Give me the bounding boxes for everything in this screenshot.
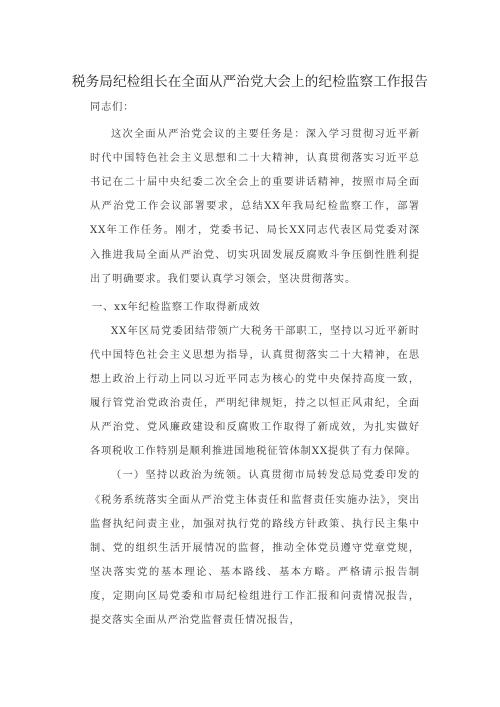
section-heading: 一、xx年纪检监察工作取得新成效 xyxy=(92,301,261,313)
intro-paragraph: 这次全面从严治党会议的主要任务是：深入学习贯彻习近平新时代中国特色社会主义思想和二十大精神，认真贯彻落实习近平总书记在二十届中央纪委二次全会上的重要讲话精神，按照市局全面从严治党工作会议部署要求，总结XX年我局纪检监察工作，部署XX年工作任务。刚才，党委书记、局长XX同志代表区局党委对深入推进我局全面从严治党、切实巩固发展反腐败斗争压倒性胜利提出了明确要求。我们要认真学习领会，坚决贯彻落实。 xyxy=(90,129,420,285)
document-title: 税务局纪检组长在全面从严治党大会上的纪检监察工作报告 xyxy=(71,74,429,90)
section-paragraph: （一）坚持以政治为统领。认真贯彻市局转发总局党委印发的《税务系统落实全面从严治党主体责任和监督责任实施办法》，突出监督执纪问责主业，加强对执行党的路线方针政策、执行民主集中制、党的组织生活开展情况的监督，推动全体党员遵守党章党规，坚决落实党的基本理论、基本路线、基本方略。严格请示报告制度，定期向区局党委和市局纪检组进行工作汇报和问责情况报告，提交落实全面从严治党监督责任情况报告， xyxy=(90,470,420,626)
section-paragraph: XX年区局党委团结带领广大税务干部职工，坚持以习近平新时代中国特色社会主义思想为指导，认真贯彻落实二十大精神，在思想上政治上行动上同以习近平同志为核心的党中央保持高度一致，履行管党治党政治责任，严明纪律规矩，持之以恒正风肃纪，全面从严治党、党风廉政建设和反腐败工作取得了新成效，为扎实做好各项税收工作特别是顺利推进国地税征管体制XX提供了有力保障。 xyxy=(90,325,420,458)
salutation: 同志们： xyxy=(90,102,135,113)
document-body xyxy=(90,96,420,633)
